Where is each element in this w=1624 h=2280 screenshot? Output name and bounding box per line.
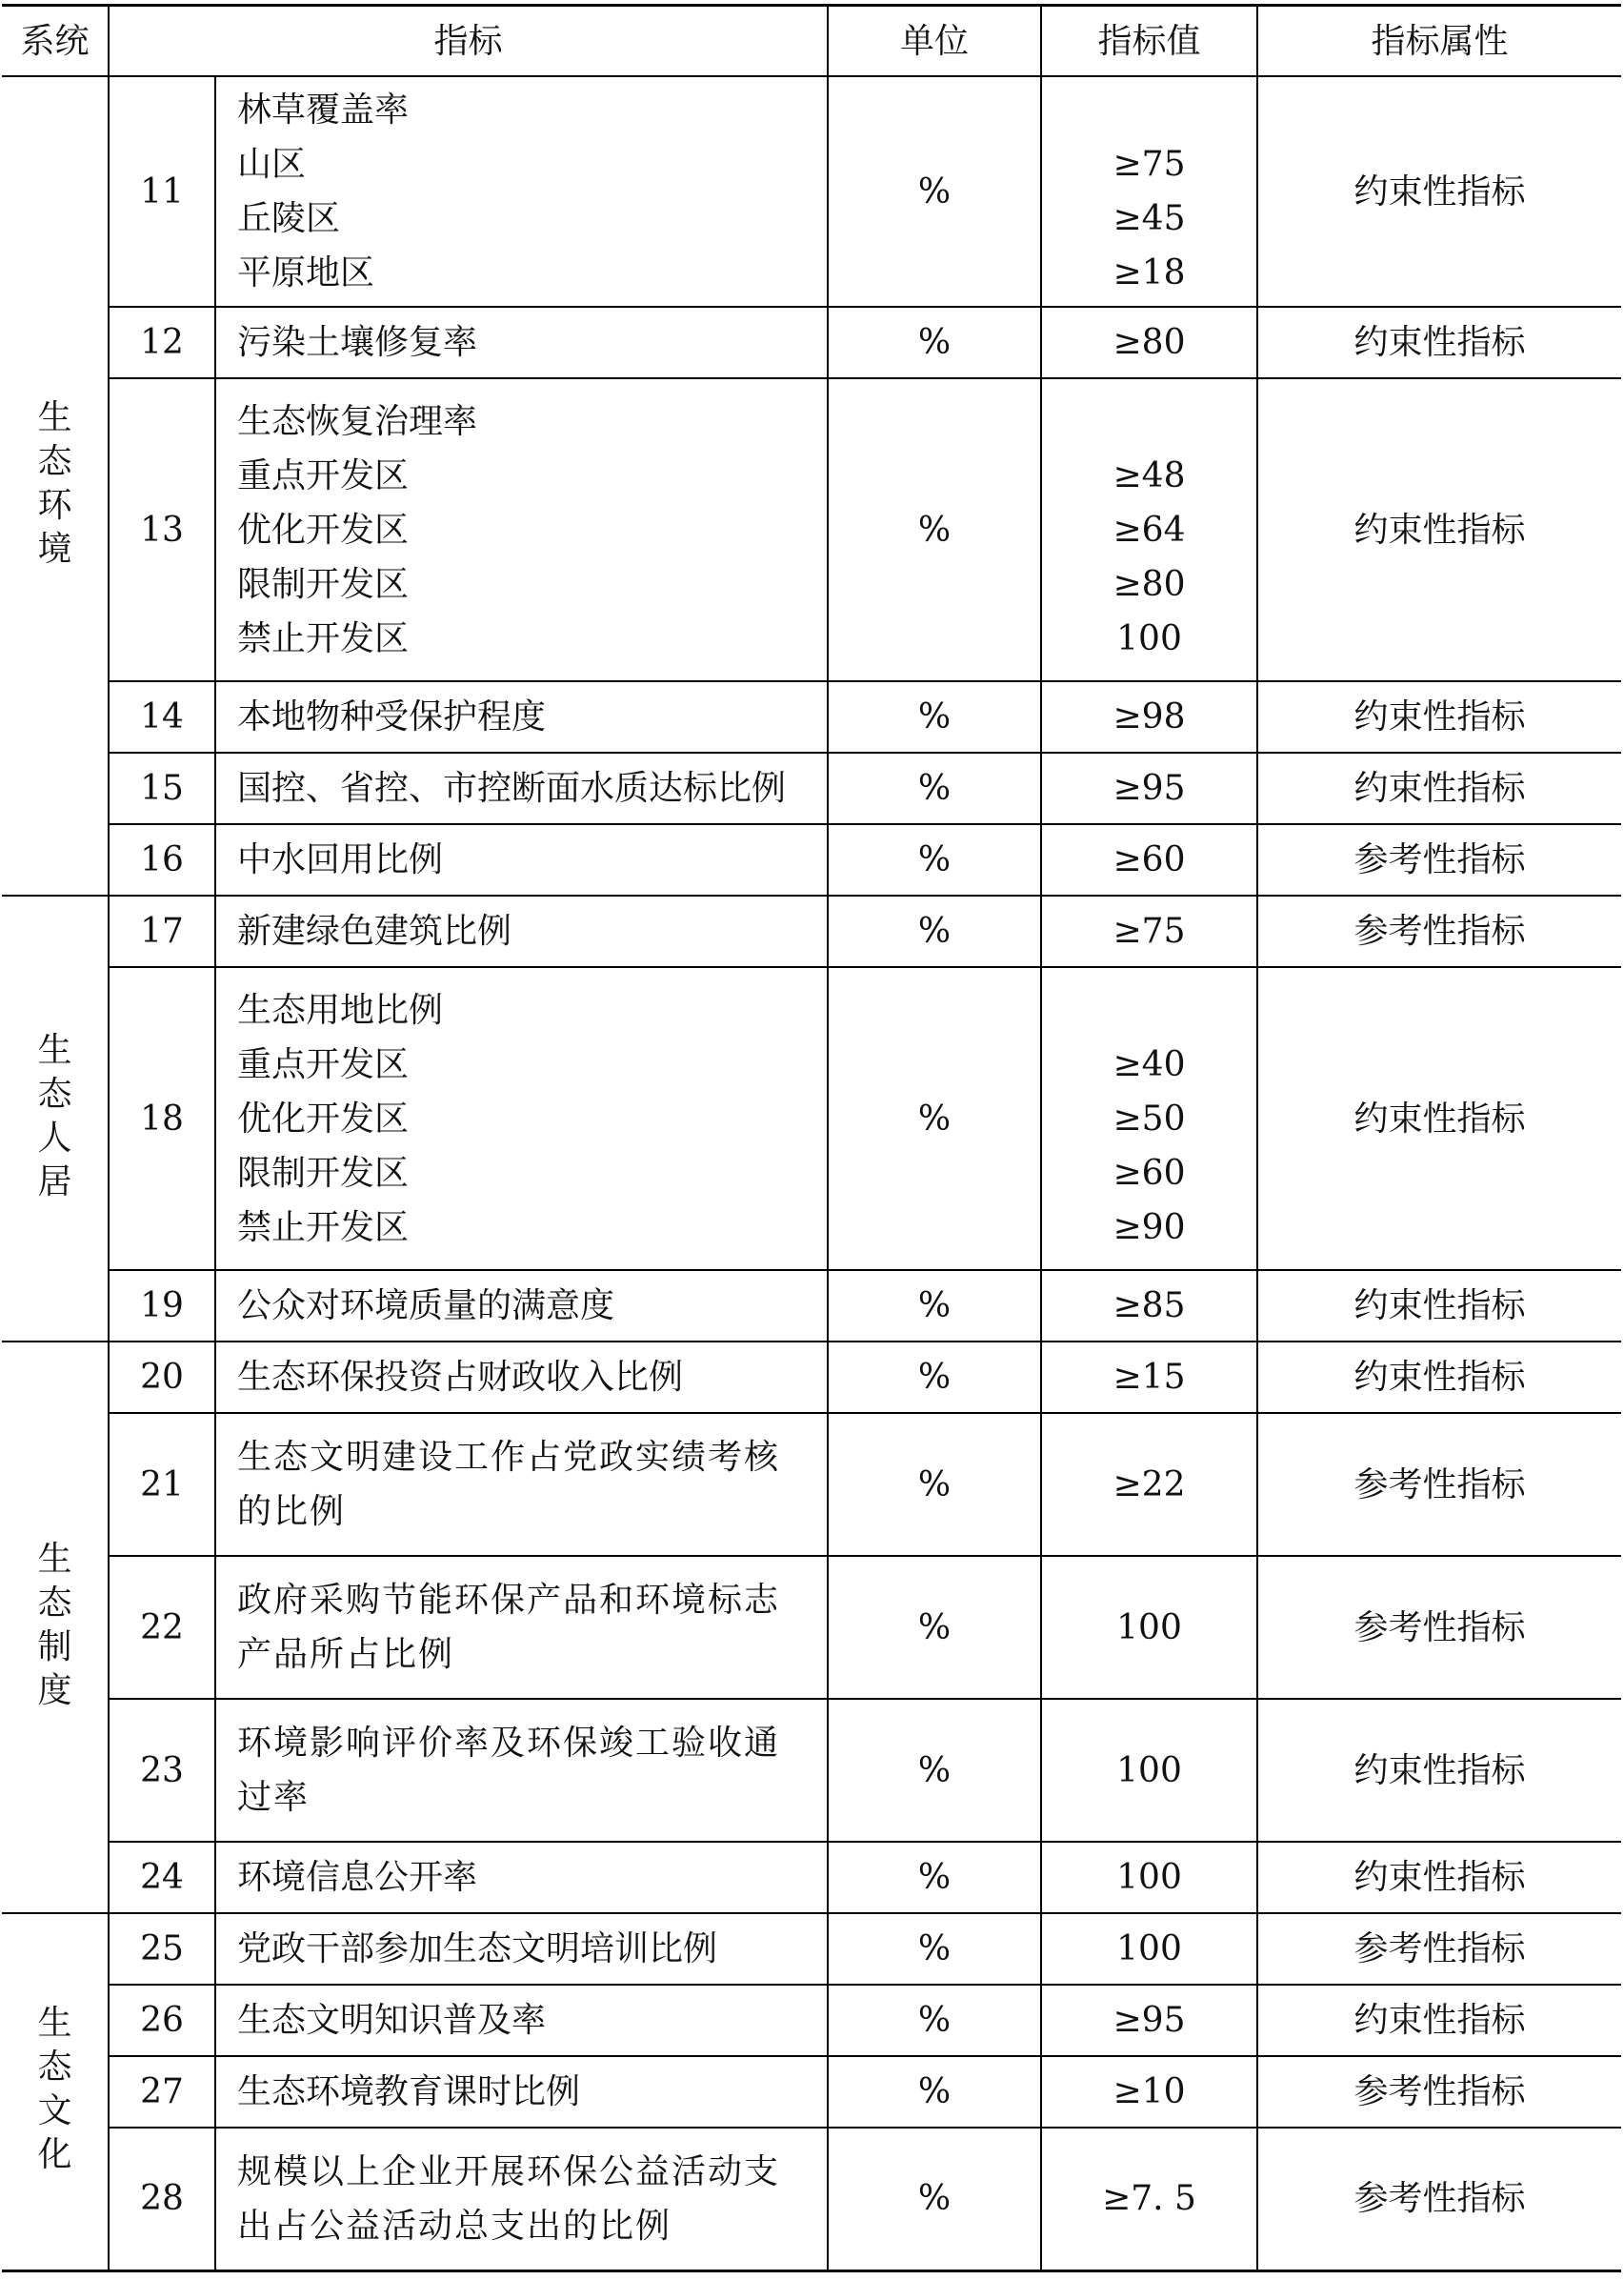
system-group-label: 生态环境 [37,397,72,569]
row-number: 23 [109,1699,215,1842]
value-cell [1041,753,1257,824]
indicator-name-line: 过率 [237,1778,311,1817]
table-row [2,307,1621,378]
unit-cell: % [828,1270,1041,1342]
row-number: 18 [109,967,215,1270]
table-row [2,896,1621,967]
value-line: ≥45 [1113,199,1186,238]
indicator-name [215,1699,828,1842]
attribute-cell: 参考性指标 [1257,824,1621,896]
table-row [2,1699,1621,1842]
row-number: 24 [109,1842,215,1913]
attribute-cell: 约束性指标 [1257,1985,1621,2056]
indicator-name-line: 林草覆盖率 [237,91,410,130]
row-number: 14 [109,681,215,753]
indicator-name-line: 公众对环境质量的满意度 [237,1286,615,1325]
indicator-name-line: 禁止开发区 [237,1207,410,1247]
unit-cell: % [828,76,1041,307]
indicator-name-line: 生态环保投资占财政收入比例 [237,1358,684,1397]
attribute-cell: 约束性指标 [1257,76,1621,307]
row-number: 17 [109,896,215,967]
value-cell [1041,1556,1257,1699]
value-cell [1041,76,1257,307]
system-group-label: 生态文化 [37,2003,72,2174]
value-cell [1041,896,1257,967]
attribute-cell: 参考性指标 [1257,2056,1621,2128]
value-line: ≥48 [1113,455,1186,495]
system-group-cell [2,1342,109,1913]
value-line: ≥80 [1113,564,1186,604]
row-number: 15 [109,753,215,824]
unit-cell: % [828,1842,1041,1913]
table-row [2,1842,1621,1913]
table-row [2,1556,1621,1699]
indicator-table-container [2,4,1621,2272]
indicator-name [215,2128,828,2270]
unit-cell: % [828,824,1041,896]
row-number: 19 [109,1270,215,1342]
unit-cell: % [828,378,1041,681]
table-row [2,967,1621,1270]
indicator-table [2,4,1621,2272]
value-cell [1041,681,1257,753]
indicator-name [215,1342,828,1413]
value-cell [1041,1842,1257,1913]
value-line: 100 [1116,1750,1182,1790]
table-row [2,76,1621,307]
system-group-label: 生态制度 [37,1539,72,1710]
attribute-cell: 参考性指标 [1257,1556,1621,1699]
row-number: 13 [109,378,215,681]
header-attribute: 指标属性 [1257,6,1621,77]
unit-cell: % [828,896,1041,967]
value-line: ≥60 [1113,840,1186,879]
unit-cell: % [828,1913,1041,1985]
indicator-name-line: 出占公益活动总支出的比例 [237,2206,672,2246]
table-row [2,824,1621,896]
indicator-name-line: 山区 [237,145,307,184]
attribute-cell: 约束性指标 [1257,753,1621,824]
indicator-name [215,1985,828,2056]
attribute-cell: 参考性指标 [1257,1913,1621,1985]
unit-cell: % [828,1556,1041,1699]
indicator-name [215,1270,828,1342]
indicator-name-line: 本地物种受保护程度 [237,697,547,736]
indicator-name-line: 规模以上企业开展环保公益活动支 [237,2151,781,2191]
attribute-cell: 参考性指标 [1257,2128,1621,2270]
value-line: ≥10 [1113,2072,1186,2111]
attribute-cell: 约束性指标 [1257,307,1621,378]
value-line: 100 [1116,618,1182,658]
value-line: ≥75 [1113,145,1186,184]
value-line: ≥15 [1113,1358,1186,1397]
value-line: ≥22 [1113,1464,1186,1504]
unit-cell: % [828,681,1041,753]
indicator-name [215,1556,828,1699]
indicator-name-line: 环境影响评价率及环保竣工验收通 [237,1724,781,1763]
row-number: 25 [109,1913,215,1985]
indicator-name-line: 党政干部参加生态文明培训比例 [237,1929,718,1968]
row-number: 28 [109,2128,215,2270]
table-row [2,1913,1621,1985]
value-cell [1041,2128,1257,2270]
value-line: 100 [1116,1929,1182,1968]
value-line: ≥64 [1113,510,1186,550]
indicator-name [215,1413,828,1556]
table-row [2,1985,1621,2056]
value-line: ≥90 [1113,1207,1186,1247]
unit-cell: % [828,2128,1041,2270]
indicator-name-line: 优化开发区 [237,510,410,550]
indicator-name-line: 新建绿色建筑比例 [237,912,512,951]
indicator-name [215,76,828,307]
indicator-name-line: 重点开发区 [237,455,410,495]
indicator-name-line: 产品所占比例 [237,1635,455,1674]
indicator-name [215,307,828,378]
indicator-name-line: 限制开发区 [237,1153,410,1193]
value-line: ≥80 [1113,323,1186,362]
value-cell [1041,2056,1257,2128]
row-number: 12 [109,307,215,378]
value-cell [1041,1699,1257,1842]
row-number: 21 [109,1413,215,1556]
indicator-name-line: 的比例 [237,1492,347,1531]
row-number: 22 [109,1556,215,1699]
attribute-cell: 约束性指标 [1257,1699,1621,1842]
header-indicator: 指标 [109,6,828,77]
indicator-name-line: 污染土壤修复率 [237,323,478,362]
header-value: 指标值 [1041,6,1257,77]
indicator-name [215,753,828,824]
indicator-name-line: 生态文明知识普及率 [237,2001,547,2040]
indicator-name-line: 优化开发区 [237,1099,410,1139]
indicator-name-line: 平原地区 [237,253,375,293]
value-line: ≥98 [1113,697,1186,736]
indicator-name-line: 生态恢复治理率 [237,401,478,441]
value-line: ≥7. 5 [1102,2179,1196,2219]
table-row [2,1413,1621,1556]
indicator-name-line: 政府采购节能环保产品和环境标志 [237,1581,781,1620]
table-row [2,378,1621,681]
unit-cell: % [828,753,1041,824]
indicator-name [215,824,828,896]
value-line: 100 [1116,1607,1182,1647]
system-group-cell [2,1913,109,2270]
value-cell [1041,824,1257,896]
unit-cell: % [828,1699,1041,1842]
value-line: ≥18 [1113,253,1186,293]
indicator-name-line: 丘陵区 [237,199,341,238]
value-cell [1041,1413,1257,1556]
value-cell [1041,378,1257,681]
indicator-name [215,1913,828,1985]
indicator-name [215,681,828,753]
indicator-name-line: 生态环境教育课时比例 [237,2072,581,2111]
table-row [2,2056,1621,2128]
unit-cell: % [828,307,1041,378]
attribute-cell: 约束性指标 [1257,1842,1621,1913]
table-body [2,76,1621,2270]
row-number: 11 [109,76,215,307]
indicator-name-line: 国控、省控、市控断面水质达标比例 [237,769,787,808]
value-line: ≥95 [1113,769,1186,808]
value-cell [1041,307,1257,378]
attribute-cell: 约束性指标 [1257,378,1621,681]
system-group-cell [2,896,109,1342]
attribute-cell: 约束性指标 [1257,681,1621,753]
value-line: ≥60 [1113,1153,1186,1193]
header-unit: 单位 [828,6,1041,77]
table-row [2,1342,1621,1413]
indicator-name-line: 生态文明建设工作占党政实绩考核 [237,1438,781,1477]
row-number: 27 [109,2056,215,2128]
value-line: ≥50 [1113,1099,1186,1139]
attribute-cell: 参考性指标 [1257,1413,1621,1556]
value-line [1042,394,1256,449]
indicator-name-line: 限制开发区 [237,564,410,604]
value-cell [1041,1342,1257,1413]
value-line: ≥40 [1113,1044,1186,1084]
value-cell [1041,1985,1257,2056]
value-line [1042,983,1256,1038]
row-number: 26 [109,1985,215,2056]
value-cell [1041,1270,1257,1342]
value-line: ≥85 [1113,1286,1186,1325]
unit-cell: % [828,1342,1041,1413]
table-row [2,753,1621,824]
header-row [2,6,1621,77]
table-row [2,2128,1621,2270]
value-line: ≥75 [1113,912,1186,951]
value-line [1042,83,1256,137]
attribute-cell: 约束性指标 [1257,1342,1621,1413]
unit-cell: % [828,967,1041,1270]
indicator-name-line: 生态用地比例 [237,990,444,1030]
indicator-name-line: 环境信息公开率 [237,1858,478,1897]
value-cell [1041,1913,1257,1985]
row-number: 16 [109,824,215,896]
indicator-name [215,967,828,1270]
indicator-name-line: 中水回用比例 [237,840,444,879]
value-cell [1041,967,1257,1270]
indicator-name-line: 禁止开发区 [237,618,410,658]
attribute-cell: 约束性指标 [1257,967,1621,1270]
table-row [2,681,1621,753]
table-row [2,1270,1621,1342]
unit-cell: % [828,1985,1041,2056]
attribute-cell: 参考性指标 [1257,896,1621,967]
system-group-cell [2,76,109,896]
header-system: 系统 [2,6,109,77]
indicator-name [215,378,828,681]
attribute-cell: 约束性指标 [1257,1270,1621,1342]
unit-cell: % [828,1413,1041,1556]
unit-cell: % [828,2056,1041,2128]
indicator-name [215,1842,828,1913]
row-number: 20 [109,1342,215,1413]
indicator-name [215,896,828,967]
value-line: ≥95 [1113,2001,1186,2040]
system-group-label: 生态人居 [37,1030,72,1201]
indicator-name [215,2056,828,2128]
value-line: 100 [1116,1858,1182,1897]
indicator-name-line: 重点开发区 [237,1044,410,1084]
